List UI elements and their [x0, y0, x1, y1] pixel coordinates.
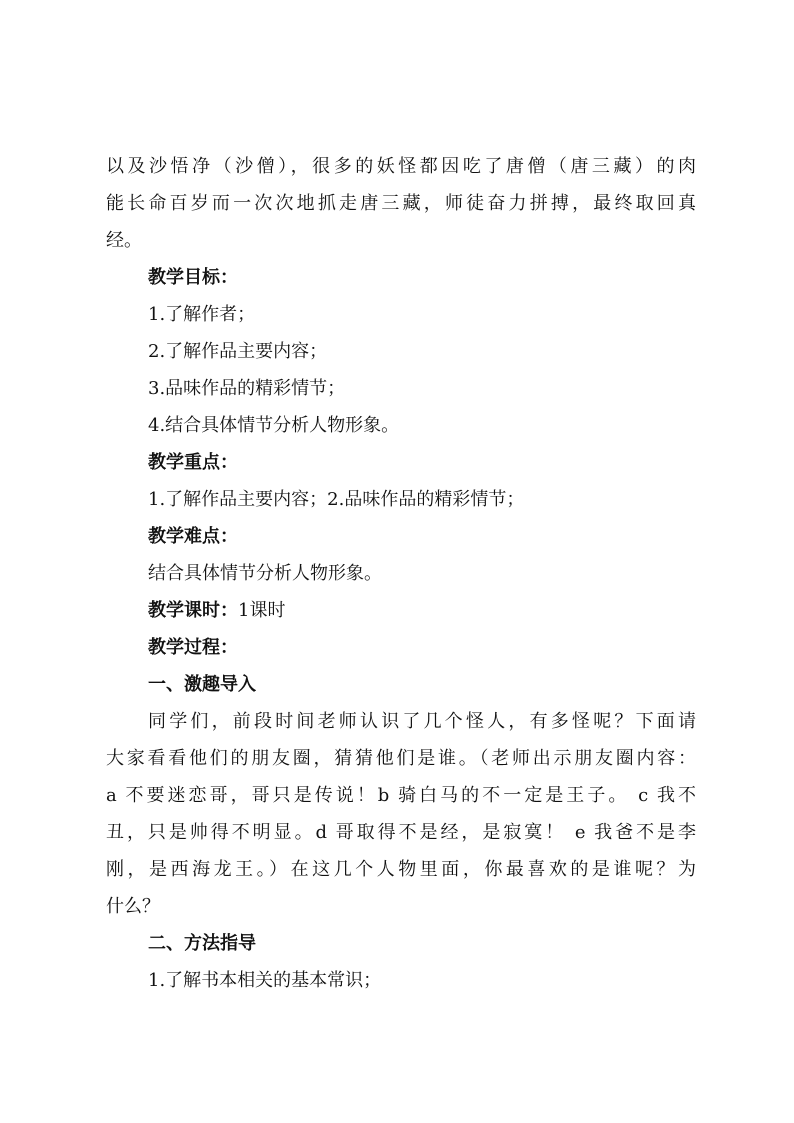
section2-item-1: 1.了解书本相关的基本常识；: [148, 970, 382, 991]
difficulties-text: 结合具体情节分析人物形象。: [148, 563, 382, 584]
section1-line-6: 什么？: [106, 896, 160, 917]
section1-line-5: 刚，是西海龙王。）在这几个人物里面，你最喜欢的是谁呢？为: [106, 859, 696, 880]
intro-line-2: 能长命百岁而一次次地抓走唐三藏，师徒奋力拼搏，最终取回真: [106, 193, 696, 214]
key-points-heading: 教学重点：: [148, 452, 238, 473]
section1-line-2: 大家看看他们的朋友圈，猜猜他们是谁。（老师出示朋友圈内容：: [106, 748, 696, 769]
section1-heading: 一、激趣导入: [148, 674, 256, 695]
key-points-text: 1.了解作品主要内容；2.品味作品的精彩情节；: [148, 489, 525, 510]
intro-line-1: 以及沙悟净（沙僧），很多的妖怪都因吃了唐僧（唐三藏）的肉: [106, 156, 696, 177]
process-heading: 教学过程：: [148, 637, 238, 658]
objective-item-2: 2.了解作品主要内容；: [148, 341, 328, 362]
section1-line-1: 同学们，前段时间老师认识了几个怪人，有多怪呢？下面请: [148, 711, 696, 732]
section1-line-3: a 不要迷恋哥，哥只是传说！b 骑白马的不一定是王子。 c 我不: [106, 785, 696, 806]
objective-item-3: 3.品味作品的精彩情节；: [148, 378, 346, 399]
objectives-heading: 教学目标：: [148, 267, 238, 288]
document-body: [106, 148, 696, 999]
duration-value: 1课时: [238, 600, 286, 621]
intro-line-3: 经。: [106, 230, 142, 251]
section1-line-4: 丑，只是帅得不明显。d 哥取得不是经，是寂寞！ e 我爸不是李: [106, 822, 696, 843]
objective-item-4: 4.结合具体情节分析人物形象。: [148, 415, 400, 436]
section2-heading: 二、方法指导: [148, 933, 256, 954]
objective-item-1: 1.了解作者；: [148, 304, 256, 325]
duration-line: [106, 592, 696, 629]
duration-label: 教学课时：: [148, 600, 238, 621]
difficulties-heading: 教学难点：: [148, 526, 238, 547]
